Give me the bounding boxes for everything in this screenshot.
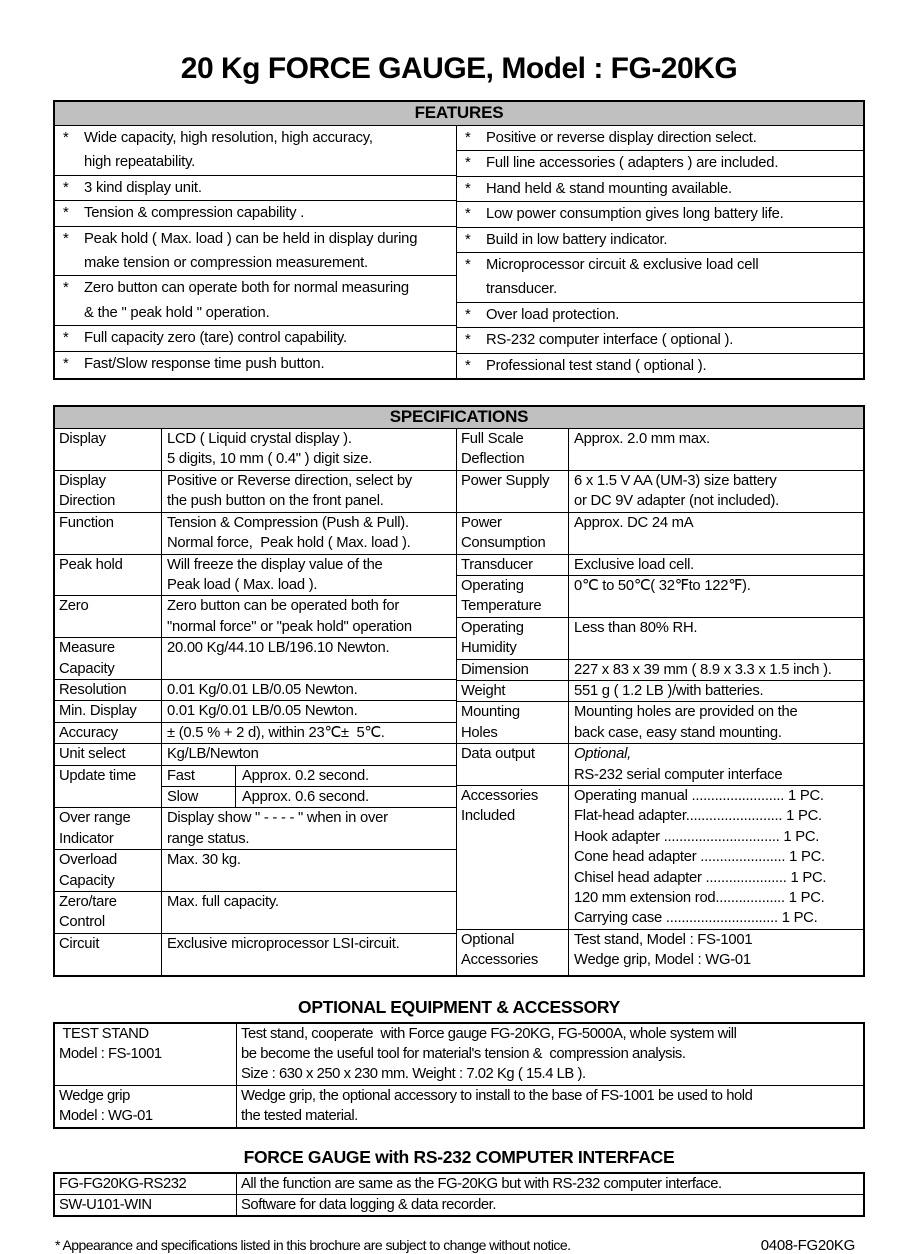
- feature-item: [55, 126, 456, 176]
- feature-text: [486, 177, 863, 201]
- text-line: Tension & Compression (Push & Pull).: [167, 514, 409, 531]
- text-line: Unit select: [59, 746, 126, 763]
- text-line: Test stand, Model : FS-1001: [574, 931, 753, 948]
- table-row: [55, 1174, 863, 1195]
- text-line: Mounting: [461, 704, 520, 721]
- spec-row: [55, 766, 456, 809]
- text-line: Included: [461, 808, 515, 825]
- feature-text: [486, 126, 863, 150]
- text-line: the tested material.: [241, 1108, 358, 1125]
- spec-value: [569, 471, 863, 512]
- row-label: [55, 1086, 237, 1127]
- text-line: 5 digits, 10 mm ( 0.4" ) digit size.: [167, 451, 373, 468]
- text-line: make tension or compression measurement.: [84, 255, 368, 272]
- spec-value: [162, 701, 456, 721]
- text-line: Full capacity zero (tare) control capability.: [84, 330, 347, 347]
- text-line: Power: [461, 514, 502, 531]
- spec-value: [162, 429, 456, 470]
- feature-item: [55, 176, 456, 201]
- text-line: 0.01 Kg/0.01 LB/0.05 Newton.: [167, 703, 358, 720]
- spec-value: [162, 596, 456, 637]
- spec-label: [457, 618, 569, 659]
- feature-bullet: *: [465, 155, 471, 172]
- row-label: [55, 1195, 237, 1215]
- spec-row: [55, 596, 456, 638]
- specifications-header: SPECIFICATIONS: [55, 407, 863, 429]
- feature-bullet: *: [465, 332, 471, 349]
- text-line: All the function are same as the FG-20KG but with RS-232 computer interface.: [241, 1175, 722, 1192]
- spec-row: [55, 744, 456, 765]
- rs232-table: [53, 1172, 865, 1218]
- spec-value: [162, 723, 456, 743]
- spec-subkey: Fast: [162, 766, 236, 786]
- feature-item: [55, 276, 456, 326]
- text-line: Cone head adapter ...................... 1 PC.: [574, 849, 825, 866]
- spec-left-table: [55, 429, 456, 975]
- spec-row: [457, 786, 863, 930]
- feature-bullet: *: [465, 257, 471, 274]
- text-line: Low power consumption gives long battery life.: [486, 206, 784, 223]
- text-line: Over load protection.: [486, 306, 620, 323]
- text-line: ± (0.5 % + 2 d), within 23℃± 5℃.: [167, 724, 385, 741]
- feature-item: [457, 328, 863, 353]
- feature-bullet: *: [63, 230, 69, 247]
- text-line: Carrying case ............................. 1 PC.: [574, 910, 818, 927]
- text-line: Peak hold: [59, 556, 123, 573]
- spec-row: [55, 555, 456, 597]
- text-line: Peak hold ( Max. load ) can be held in display during: [84, 230, 418, 247]
- spec-label: [55, 680, 162, 700]
- feature-item: [457, 177, 863, 202]
- spec-row: [55, 638, 456, 680]
- text-line: Zero: [59, 598, 89, 615]
- spec-row: [457, 660, 863, 681]
- feature-bullet: *: [465, 180, 471, 197]
- spec-value: [569, 576, 863, 617]
- spec-value: [162, 555, 456, 596]
- spec-row: [55, 850, 456, 892]
- spec-row: [457, 576, 863, 618]
- text-line: Accuracy: [59, 724, 118, 741]
- text-line: Microprocessor circuit & exclusive load cell: [486, 257, 759, 274]
- spec-label: [55, 638, 162, 679]
- text-line: Less than 80% RH.: [574, 619, 698, 636]
- spec-row: [457, 681, 863, 702]
- spec-subkey: Slow: [162, 787, 236, 807]
- optional-equipment-heading: OPTIONAL EQUIPMENT & ACCESSORY: [298, 996, 620, 1017]
- spec-label: [457, 471, 569, 512]
- feature-item: [457, 202, 863, 227]
- text-line: Fast/Slow response time push button.: [84, 355, 325, 372]
- feature-bullet: *: [63, 130, 69, 146]
- spec-value: [162, 513, 456, 554]
- spec-label: [55, 701, 162, 721]
- text-line: Humidity: [461, 640, 517, 657]
- text-line: transducer.: [486, 281, 558, 298]
- text-line: Model : FS-1001: [59, 1046, 162, 1063]
- spec-row: [457, 618, 863, 660]
- text-line: Positive or reverse display direction select.: [486, 130, 757, 146]
- text-line: Operating: [461, 577, 524, 594]
- feature-item: [55, 201, 456, 226]
- text-line: RS-232 serial computer interface: [574, 766, 783, 783]
- feature-text: [486, 354, 863, 378]
- feature-bullet: *: [63, 355, 69, 372]
- text-line: Control: [59, 914, 105, 931]
- spec-value: [162, 744, 456, 764]
- spec-label: [457, 744, 569, 785]
- feature-bullet: *: [465, 130, 471, 146]
- spec-label: [55, 808, 162, 849]
- feature-text: [84, 326, 456, 350]
- text-line: Software for data logging & data recorder.: [241, 1197, 497, 1214]
- feature-item: [457, 151, 863, 176]
- text-line: Overload: [59, 852, 118, 869]
- spec-row: [55, 934, 456, 975]
- spec-row: [457, 513, 863, 555]
- text-line: Chisel head adapter ..................... 1 PC.: [574, 869, 827, 886]
- feature-bullet: *: [465, 357, 471, 374]
- text-line: 551 g ( 1.2 LB )/with batteries.: [574, 682, 764, 699]
- spec-row: [55, 723, 456, 744]
- text-line: Over range: [59, 810, 131, 827]
- text-line: Size : 630 x 250 x 230 mm. Weight : 7.02 Kg ( 15.4 LB ).: [241, 1066, 586, 1083]
- spec-label: [55, 723, 162, 743]
- spec-label: [55, 892, 162, 933]
- text-line: Display: [59, 431, 106, 448]
- spec-value: [569, 930, 863, 975]
- spec-value: [569, 555, 863, 575]
- text-line: Operating manual ........................ 1 PC.: [574, 787, 824, 804]
- spec-value: [569, 744, 863, 785]
- spec-subrow: [162, 786, 456, 807]
- feature-text: [84, 276, 456, 325]
- text-line: Weight: [461, 682, 506, 699]
- spec-label: [55, 429, 162, 470]
- spec-label: [55, 850, 162, 891]
- spec-value: [162, 850, 456, 891]
- feature-bullet: *: [63, 179, 69, 196]
- feature-bullet: *: [63, 280, 69, 297]
- spec-label: [457, 786, 569, 929]
- text-line: Zero button can be operated both for: [167, 598, 400, 615]
- spec-value: [162, 638, 456, 679]
- spec-right-table: [456, 429, 863, 975]
- spec-row: [457, 429, 863, 471]
- spec-row: [457, 702, 863, 744]
- text-line: Dimension: [461, 661, 529, 678]
- spec-label: [457, 513, 569, 554]
- text-line: Update time: [59, 767, 137, 784]
- row-value: [237, 1174, 863, 1194]
- feature-text: [486, 151, 863, 175]
- optional-equipment-table: [53, 1022, 865, 1129]
- feature-item: [55, 352, 456, 378]
- spec-label: [55, 555, 162, 596]
- spec-label: [457, 555, 569, 575]
- text-line: Operating: [461, 619, 524, 636]
- spec-value: [569, 660, 863, 680]
- text-line: Will freeze the display value of the: [167, 556, 383, 573]
- spec-row: [55, 892, 456, 934]
- text-line: high repeatability.: [84, 154, 196, 171]
- text-line: or DC 9V adapter (not included).: [574, 493, 780, 510]
- spec-row: [55, 471, 456, 513]
- table-row: [55, 1024, 863, 1086]
- feature-item: [457, 303, 863, 328]
- specifications-section: [53, 405, 865, 977]
- footer-note: * Appearance and specifications listed in this brochure are subject to change without notice.: [55, 1237, 571, 1254]
- row-value: [237, 1024, 863, 1085]
- feature-text: [486, 303, 863, 327]
- text-line: Optional: [461, 931, 515, 948]
- text-line: Deflection: [461, 451, 525, 468]
- text-line: Transducer: [461, 556, 533, 573]
- spec-row: [457, 744, 863, 786]
- feature-bullet: *: [465, 206, 471, 223]
- text-line: Display: [59, 472, 106, 489]
- text-line: RS-232 computer interface ( optional ).: [486, 332, 734, 349]
- feature-text: [486, 202, 863, 226]
- feature-text: [84, 227, 456, 276]
- spec-value: [569, 618, 863, 659]
- spec-label: [457, 681, 569, 701]
- text-line: Test stand, cooperate with Force gauge FG-20KG, FG-5000A, whole system will: [241, 1025, 737, 1042]
- text-line: Model : WG-01: [59, 1108, 153, 1125]
- spec-label: [55, 766, 162, 808]
- spec-row: [55, 429, 456, 471]
- text-line: Hook adapter .............................. 1 PC.: [574, 828, 820, 845]
- spec-value: [162, 892, 456, 933]
- spec-label: [457, 702, 569, 743]
- spec-row: [457, 555, 863, 576]
- features-left-list: [55, 126, 456, 378]
- text-line: Approx. 2.0 mm max.: [574, 431, 710, 448]
- spec-value: [569, 786, 863, 929]
- spec-label: [457, 660, 569, 680]
- feature-text: [84, 176, 456, 200]
- spec-row: [55, 513, 456, 555]
- text-line: Full Scale: [461, 431, 524, 448]
- text-line: 120 mm extension rod.................. 1 PC.: [574, 890, 825, 906]
- page-title: 20 Kg FORCE GAUGE, Model : FG-20KG: [180, 52, 738, 85]
- text-line: Direction: [59, 493, 116, 510]
- features-columns: [55, 126, 863, 378]
- spec-subvalue: Approx. 0.6 second.: [242, 788, 369, 805]
- spec-value: [162, 680, 456, 700]
- text-line: Wide capacity, high resolution, high accuracy,: [84, 130, 373, 146]
- spec-label: [457, 429, 569, 470]
- footer-document-code: 0408-FG20KG: [760, 1237, 855, 1254]
- feature-text: [486, 253, 863, 302]
- spec-label: [55, 471, 162, 512]
- text-line: Wedge grip, Model : WG-01: [574, 952, 751, 969]
- text-line: 6 x 1.5 V AA (UM-3) size battery: [574, 472, 777, 489]
- text-line: TEST STAND: [59, 1025, 149, 1042]
- spec-label: [55, 513, 162, 554]
- spec-subrows: [162, 766, 456, 808]
- specifications-columns: [55, 429, 863, 975]
- row-label: [55, 1024, 237, 1085]
- feature-item: [457, 126, 863, 151]
- spec-subrow: [162, 766, 456, 786]
- page-footer: [53, 1235, 865, 1254]
- spec-subvalue: Approx. 0.2 second.: [242, 767, 369, 784]
- text-line: 3 kind display unit.: [84, 179, 202, 196]
- text-line: Full line accessories ( adapters ) are included.: [486, 155, 779, 172]
- text-line: Max. 30 kg.: [167, 852, 241, 869]
- spec-row: [55, 701, 456, 722]
- feature-text: [84, 126, 456, 175]
- text-line: Peak load ( Max. load ).: [167, 576, 318, 593]
- text-line: Temperature: [461, 598, 542, 615]
- text-line: Tension & compression capability .: [84, 205, 305, 222]
- feature-text: [486, 328, 863, 352]
- text-line: Max. full capacity.: [167, 894, 279, 910]
- text-line: Power Supply: [461, 472, 550, 489]
- spec-row: [457, 471, 863, 513]
- text-line: range status.: [167, 830, 250, 847]
- text-line: Normal force, Peak hold ( Max. load ).: [167, 535, 411, 552]
- features-right-list: [456, 126, 863, 378]
- text-line: Accessories: [461, 787, 539, 804]
- text-line: 20.00 Kg/44.10 LB/196.10 Newton.: [167, 640, 390, 657]
- row-value: [237, 1195, 863, 1215]
- feature-bullet: *: [465, 306, 471, 323]
- feature-item: [457, 354, 863, 378]
- text-line: be become the useful tool for material's tension & compression analysis.: [241, 1046, 686, 1063]
- text-line: Professional test stand ( optional ).: [486, 357, 707, 374]
- text-line: Accessories: [461, 952, 539, 969]
- spec-label: [457, 576, 569, 617]
- spec-label: [55, 596, 162, 637]
- text-line: "normal force" or "peak hold" operation: [167, 618, 412, 635]
- feature-item: [457, 228, 863, 253]
- text-line: Kg/LB/Newton: [167, 746, 259, 763]
- text-line: Positive or Reverse direction, select by: [167, 472, 412, 489]
- text-line: Measure: [59, 640, 115, 657]
- features-section: [53, 100, 865, 380]
- feature-text: [486, 228, 863, 252]
- text-line: FG-FG20KG-RS232: [59, 1175, 187, 1192]
- text-line: Wedge grip: [59, 1087, 130, 1104]
- spec-value: [162, 471, 456, 512]
- feature-bullet: *: [465, 231, 471, 248]
- spec-value: [569, 513, 863, 554]
- spec-value: [569, 681, 863, 701]
- text-line: Build in low battery indicator.: [486, 231, 668, 248]
- feature-item: [55, 326, 456, 351]
- text-line: Exclusive microprocessor LSI-circuit.: [167, 935, 400, 952]
- spec-value: [162, 808, 456, 849]
- text-line: Consumption: [461, 535, 546, 552]
- text-line: the push button on the front panel.: [167, 493, 384, 510]
- text-line: Zero button can operate both for normal measuring: [84, 280, 409, 297]
- spec-row: [457, 930, 863, 975]
- text-line: Mounting holes are provided on the: [574, 704, 798, 721]
- table-row: [55, 1086, 863, 1127]
- text-line: Indicator: [59, 830, 114, 847]
- text-line: SW-U101-WIN: [59, 1197, 152, 1214]
- text-line: Min. Display: [59, 703, 137, 720]
- spec-label: [457, 930, 569, 975]
- feature-text: [84, 352, 456, 378]
- text-line: Holes: [461, 724, 498, 741]
- text-line: 0.01 Kg/0.01 LB/0.05 Newton.: [167, 681, 358, 698]
- text-line: Zero/tare: [59, 894, 117, 910]
- text-line: Exclusive load cell.: [574, 556, 695, 573]
- feature-item: [55, 227, 456, 277]
- spec-label: [55, 934, 162, 975]
- text-line: Optional,: [574, 746, 631, 763]
- text-line: Function: [59, 514, 114, 531]
- text-line: back case, easy stand mounting.: [574, 724, 782, 741]
- feature-item: [457, 253, 863, 303]
- text-line: Approx. DC 24 mA: [574, 514, 694, 531]
- text-line: Circuit: [59, 935, 100, 952]
- text-line: Flat-head adapter......................... 1 PC.: [574, 808, 822, 825]
- spec-value: [569, 702, 863, 743]
- row-label: [55, 1174, 237, 1194]
- text-line: Data output: [461, 746, 535, 763]
- features-header: FEATURES: [55, 102, 863, 126]
- spec-label: [55, 744, 162, 764]
- rs232-heading: FORCE GAUGE with RS-232 COMPUTER INTERFACE: [243, 1146, 675, 1167]
- feature-bullet: *: [63, 205, 69, 222]
- text-line: Wedge grip, the optional accessory to install to the base of FS-1001 be used to hold: [241, 1087, 753, 1104]
- text-line: & the " peak hold " operation.: [84, 304, 270, 321]
- spec-value: [569, 429, 863, 470]
- spec-value: [162, 934, 456, 975]
- text-line: Display show " - - - - " when in over: [167, 810, 388, 827]
- feature-text: [84, 201, 456, 225]
- text-line: Capacity: [59, 872, 115, 889]
- text-line: Hand held & stand mounting available.: [486, 180, 732, 197]
- table-row: [55, 1195, 863, 1215]
- text-line: Resolution: [59, 681, 127, 698]
- spec-row: [55, 808, 456, 850]
- spec-row: [55, 680, 456, 701]
- row-value: [237, 1086, 863, 1127]
- text-line: LCD ( Liquid crystal display ).: [167, 431, 352, 448]
- feature-bullet: *: [63, 330, 69, 347]
- text-line: 227 x 83 x 39 mm ( 8.9 x 3.3 x 1.5 inch ).: [574, 661, 832, 678]
- text-line: 0℃ to 50℃( 32℉to 122℉).: [574, 577, 751, 594]
- text-line: Capacity: [59, 660, 115, 677]
